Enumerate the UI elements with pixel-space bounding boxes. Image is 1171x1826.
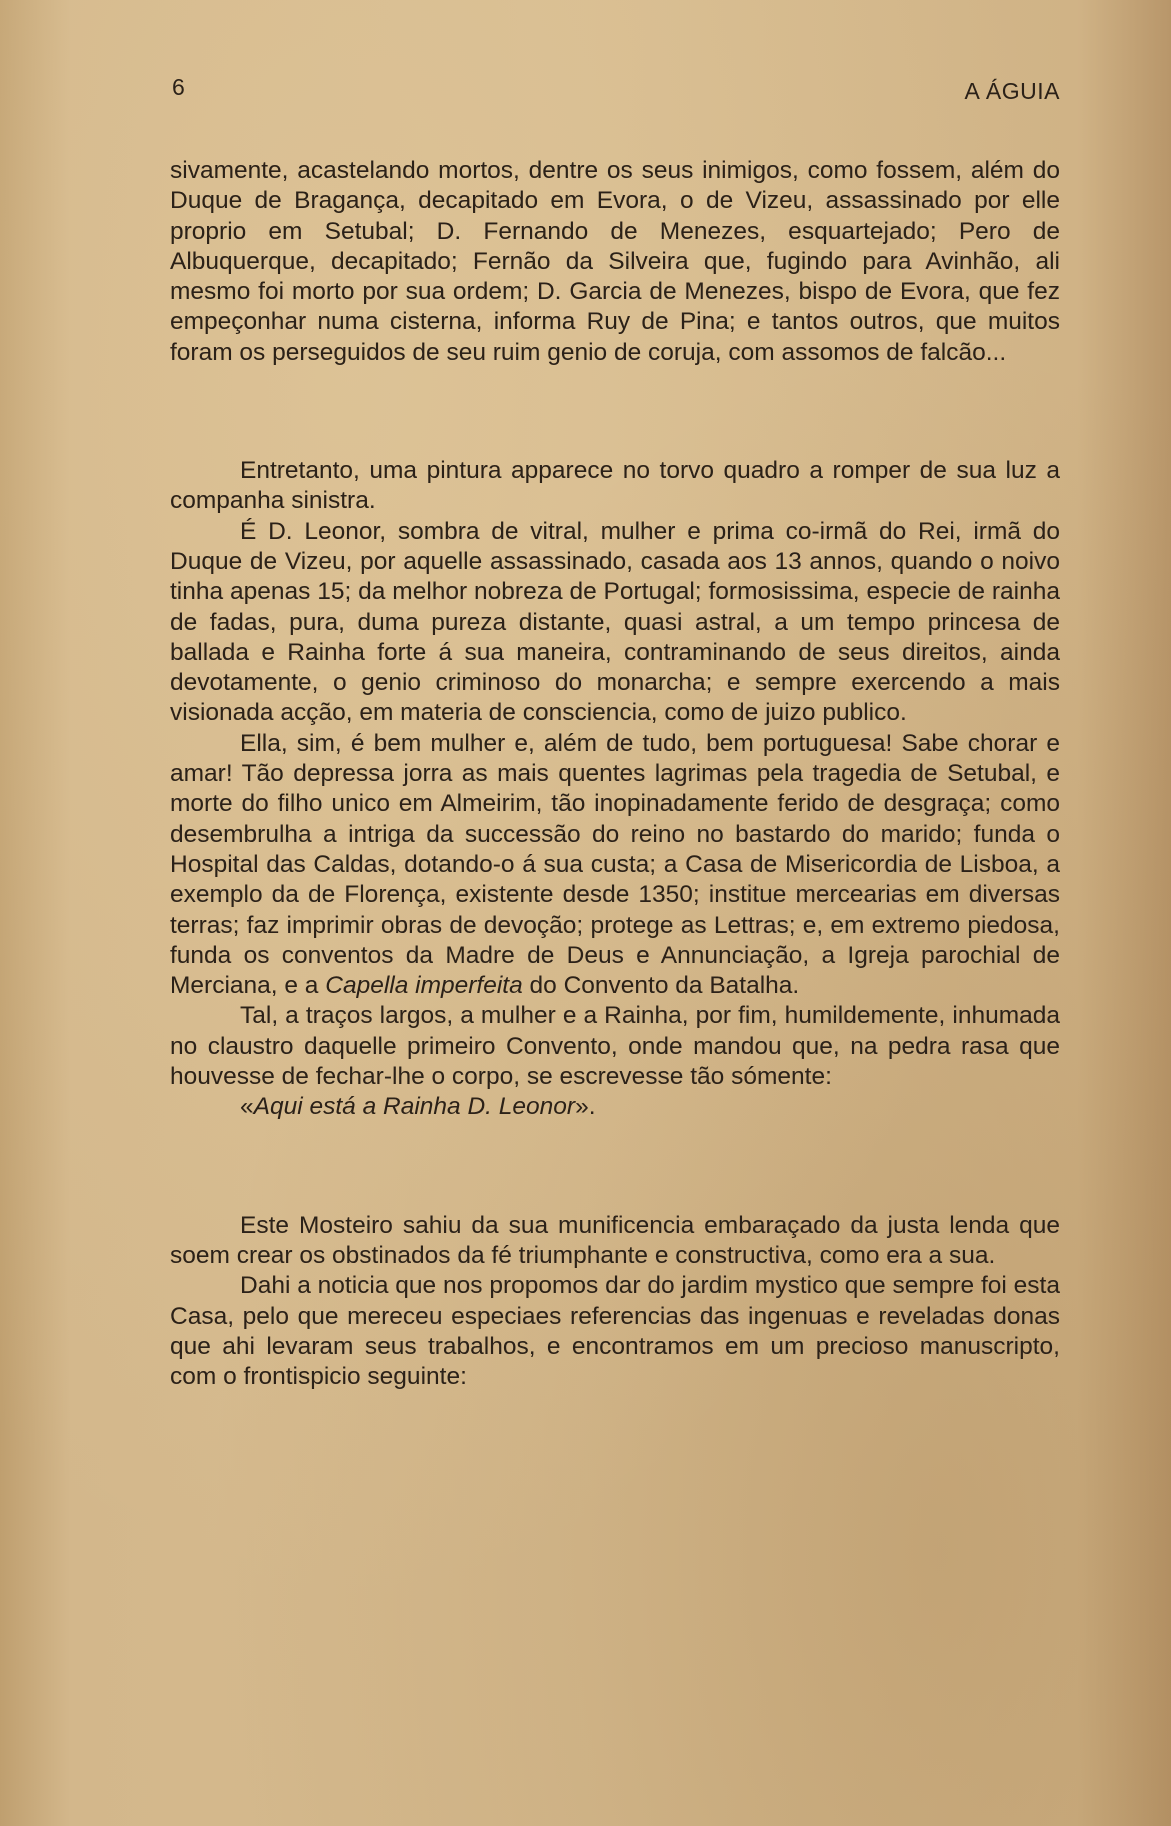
inscription-close-quote: ». — [575, 1093, 596, 1121]
paragraph-continuation: sivamente, acastelando mortos, dentre os seus inimigos, como fossem, além do Duque de Bragança, decapitado em Evora, o de Vizeu, assassinado por elle proprio em Setubal; D. Fernando de Menezes, esquartejado; Pero de Albuquerque, decapitado; Fernão da Silveira que, fugindo para Avinhão, ali mesmo foi morto por sua ordem; D. Garcia de Menezes, bispo de Evora, que fez empeçonhar numa cisterna, informa Ruy de Pina; e tantos outros, que muitos foram os perseguidos de seu ruim genio de coruja, com assomos de falcão... — [170, 157, 1060, 366]
paragraph-inhumada: Tal, a traços largos, a mulher e a Rainha, por fim, humildemente, inhumada no claustro daquelle primeiro Convento, onde mandou que, na pedra rasa que houvesse de fechar-lhe o corpo, se escrevesse tão sómente: — [170, 1002, 1060, 1091]
paragraph-leonor: É D. Leonor, sombra de vitral, mulher e prima co-irmã do Rei, irmã do Duque de Vizeu, por aquelle assassinado, casada aos 13 annos, quando o noivo tinha apenas 15; da melhor nobreza de Portugal; formosissima, especie de rainha de fadas, pura, duma pureza distante, quasi astral, a um tempo princesa de ballada e Rainha forte á sua maneira, contraminando de seus direitos, ainda devotamente, o genio criminoso do monarcha; e sempre exercendo a mais visionada acção, em materia de consciencia, como de juizo publico. — [170, 517, 1060, 727]
paragraph-portuguesa-text: Ella, sim, é bem mulher e, além de tudo, bem portuguesa! Sabe chorar e amar! Tão depressa jorra as mais quentes lagrimas pela tragedia de Setubal, e morte do filho unico em Almeirim, tão inopinadamente ferido de desgraça; como desembrulha a intriga da successão do reino no bastardo do marido; funda o Hospital das Caldas, dotando-o á sua custa; a Casa de Misericordia de Lisboa, a exemplo da de Florença, existente desde 1350; institue mercearias em diversas terras; faz imprimir obras de devoção; protege as Lettras; e, em extremo piedosa, funda os conventos da Madre de Deus e Annunciação, a Igreja parochial de Merciana, e a — [170, 729, 1060, 1000]
body-text — [170, 156, 1060, 1392]
paragraph-mosteiro: Este Mosteiro sahiu da sua munificencia embaraçado da justa lenda que soem crear os obstinados da fé triumphante e constructiva, como era a sua. — [170, 1211, 1060, 1269]
paragraph-pintura: Entretanto, uma pintura apparece no torvo quadro a romper de sua luz a companha sinistra. — [170, 457, 1060, 515]
paragraph-portuguesa-end: do Convento da Batalha. — [522, 972, 800, 1000]
running-title: A ÁGUIA — [964, 78, 1060, 104]
section-break — [170, 368, 1060, 456]
inscription-text: Aqui está a Rainha D. Leonor — [253, 1093, 576, 1121]
paragraph-portuguesa — [170, 729, 1060, 1002]
page-header — [170, 74, 1060, 108]
capella-imperfeita: Capella imperfeita — [325, 972, 523, 1000]
inscription-open-quote: « — [240, 1093, 254, 1121]
paragraph-noticia: Dahi a noticia que nos propomos dar do jardim mystico que sempre foi esta Casa, pelo que mereceu especiaes referencias das ingenuas e reveladas donas que ahi levaram seus trabalhos, e encontramos em um precioso manuscripto, com o frontispicio seguinte: — [170, 1272, 1060, 1391]
page-number: 6 — [172, 74, 185, 100]
tomb-inscription — [170, 1092, 1060, 1122]
section-break — [170, 1123, 1060, 1211]
